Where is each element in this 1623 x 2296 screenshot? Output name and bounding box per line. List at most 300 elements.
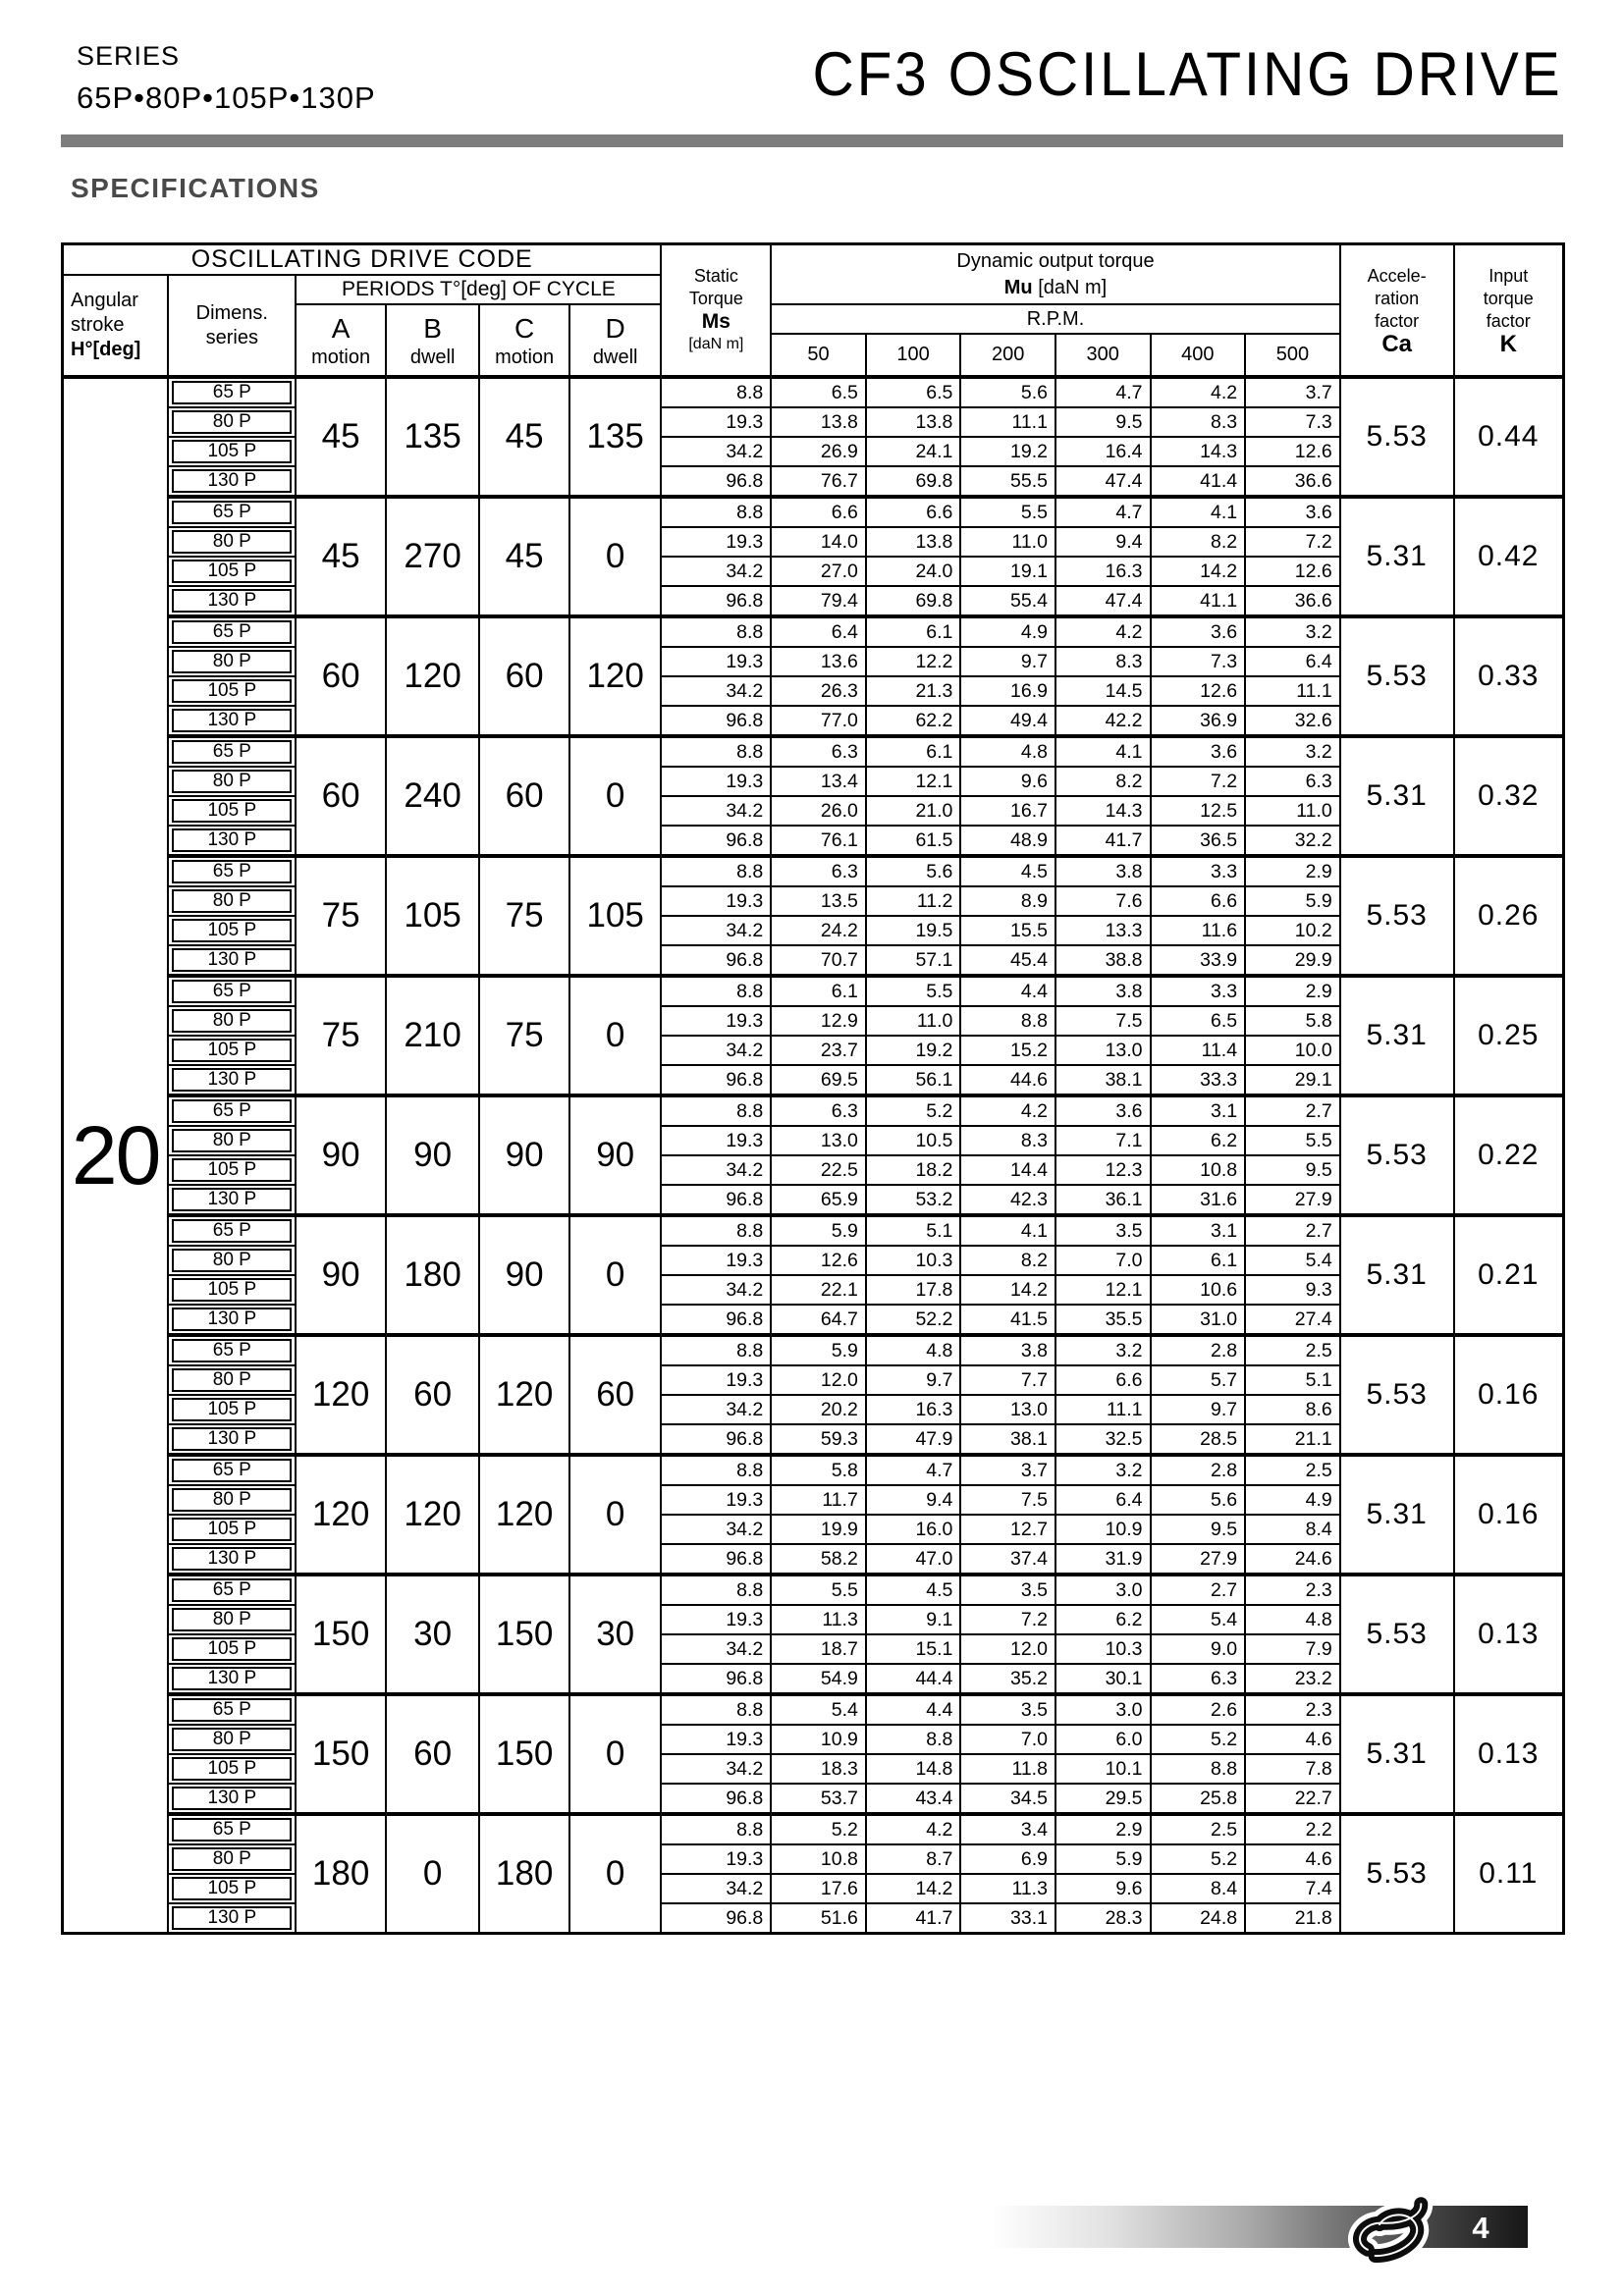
dimens-series-cell — [168, 676, 296, 706]
dynamic-torque-value: 8.3 — [1151, 407, 1246, 437]
dynamic-torque-value: 8.4 — [1245, 1515, 1340, 1544]
dynamic-torque-value: 9.5 — [1055, 407, 1151, 437]
dynamic-torque-value: 26.9 — [771, 437, 866, 466]
dynamic-torque-value: 9.0 — [1151, 1634, 1246, 1664]
dynamic-torque-value: 6.3 — [771, 856, 866, 886]
acceleration-factor-header — [1340, 244, 1454, 378]
dynamic-torque-value: 16.9 — [960, 676, 1055, 706]
dynamic-torque-value: 5.1 — [1245, 1365, 1340, 1395]
dynamic-torque-value: 38.1 — [960, 1424, 1055, 1455]
dynamic-torque-value: 13.8 — [771, 407, 866, 437]
dynamic-torque-value: 44.6 — [960, 1065, 1055, 1095]
dimens-series-label: 80 P — [172, 770, 292, 793]
dynamic-torque-value: 9.5 — [1245, 1155, 1340, 1185]
period-value: 45 — [479, 377, 568, 497]
dimens-series-label: 65 P — [172, 860, 292, 883]
dynamic-torque-value: 14.2 — [866, 1874, 961, 1903]
dynamic-torque-value: 14.5 — [1055, 676, 1151, 706]
dynamic-torque-value: 12.0 — [771, 1365, 866, 1395]
period-value: 0 — [569, 736, 662, 856]
dynamic-torque-value: 25.8 — [1151, 1784, 1246, 1814]
dynamic-torque-value: 6.5 — [1151, 1006, 1246, 1036]
dynamic-torque-value: 59.3 — [771, 1424, 866, 1455]
dynamic-torque-value: 2.2 — [1245, 1814, 1340, 1844]
dimens-series-label: 65 P — [172, 1339, 292, 1362]
dynamic-torque-value: 6.4 — [1245, 647, 1340, 676]
dimens-series-cell — [168, 1275, 296, 1305]
dynamic-torque-value: 11.0 — [866, 1006, 961, 1036]
header-line: A — [331, 312, 351, 344]
dynamic-torque-value: 5.4 — [1151, 1605, 1246, 1634]
rpm-column-200: 200 — [960, 334, 1055, 377]
header-line: motion — [311, 346, 371, 368]
dynamic-torque-value: 3.0 — [1055, 1694, 1151, 1725]
dynamic-torque-value: 36.6 — [1245, 466, 1340, 497]
spec-row — [63, 586, 1564, 616]
dimens-series-header — [168, 275, 296, 377]
dynamic-torque-value: 30.1 — [1055, 1664, 1151, 1694]
dynamic-torque-value: 6.5 — [771, 377, 866, 407]
period-value: 60 — [479, 736, 568, 856]
dimens-series-label: 130 P — [172, 828, 292, 852]
dynamic-torque-value: 14.8 — [866, 1754, 961, 1784]
ca-symbol: Ca — [1381, 331, 1412, 357]
dimens-series-label: 130 P — [172, 1787, 292, 1810]
dynamic-torque-value: 28.3 — [1055, 1903, 1151, 1934]
static-torque-value: 96.8 — [661, 1903, 771, 1934]
spec-row — [63, 1754, 1564, 1784]
dynamic-torque-value: 19.5 — [866, 916, 961, 945]
dynamic-torque-value: 14.3 — [1055, 796, 1151, 826]
rpm-column-400: 400 — [1151, 334, 1246, 377]
dynamic-torque-value: 5.2 — [1151, 1844, 1246, 1874]
dynamic-torque-value: 49.4 — [960, 706, 1055, 736]
spec-row — [63, 557, 1564, 586]
dynamic-torque-value: 47.4 — [1055, 466, 1151, 497]
rpm-column-300: 300 — [1055, 334, 1151, 377]
dynamic-torque-value: 22.5 — [771, 1155, 866, 1185]
dimens-series-label: 65 P — [172, 1818, 292, 1842]
static-torque-value: 34.2 — [661, 1754, 771, 1784]
dynamic-torque-value: 2.9 — [1245, 856, 1340, 886]
dimens-series-label: 105 P — [172, 440, 292, 463]
period-value: 270 — [386, 497, 480, 616]
dynamic-torque-value: 54.9 — [771, 1664, 866, 1694]
dimens-series-label: 105 P — [172, 1278, 292, 1302]
header-line: Dynamic output torque — [956, 249, 1155, 272]
dynamic-torque-value: 6.4 — [1055, 1485, 1151, 1515]
dynamic-torque-value: 13.5 — [771, 886, 866, 916]
dynamic-torque-value: 12.5 — [1151, 796, 1246, 826]
dynamic-torque-value: 29.5 — [1055, 1784, 1151, 1814]
period-value: 60 — [386, 1335, 480, 1455]
dynamic-torque-value: 16.4 — [1055, 437, 1151, 466]
dimens-series-label: 65 P — [172, 1219, 292, 1243]
header-line: H°[deg] — [71, 339, 141, 360]
dynamic-torque-value: 12.0 — [960, 1634, 1055, 1664]
input-torque-factor-value: 0.32 — [1454, 736, 1564, 856]
dimens-series-label: 105 P — [172, 1637, 292, 1661]
dynamic-torque-value: 41.1 — [1151, 586, 1246, 616]
dynamic-torque-value: 6.3 — [1245, 767, 1340, 796]
period-value: 90 — [296, 1095, 385, 1215]
spec-row — [63, 1634, 1564, 1664]
period-value: 30 — [569, 1575, 662, 1694]
acceleration-factor-value: 5.53 — [1340, 856, 1454, 976]
dimens-series-label: 80 P — [172, 1488, 292, 1512]
spec-row — [63, 1155, 1564, 1185]
period-value: 75 — [479, 976, 568, 1095]
spec-row — [63, 1605, 1564, 1634]
dynamic-torque-value: 26.3 — [771, 676, 866, 706]
dynamic-torque-value: 15.5 — [960, 916, 1055, 945]
spec-row — [63, 1544, 1564, 1575]
dynamic-torque-value: 11.8 — [960, 1754, 1055, 1784]
series-models: 65P•80P•105P•130P — [77, 80, 376, 115]
dynamic-torque-value: 3.1 — [1151, 1215, 1246, 1246]
k-symbol: K — [1499, 331, 1517, 357]
dynamic-torque-value: 9.6 — [960, 767, 1055, 796]
dynamic-torque-value: 10.3 — [1055, 1634, 1151, 1664]
dimens-series-cell — [168, 706, 296, 736]
dynamic-torque-value: 4.5 — [960, 856, 1055, 886]
dynamic-torque-value: 3.5 — [960, 1575, 1055, 1605]
dynamic-torque-value: 11.2 — [866, 886, 961, 916]
period-value: 0 — [569, 497, 662, 616]
static-torque-value: 96.8 — [661, 1424, 771, 1455]
dynamic-torque-value: 2.5 — [1245, 1455, 1340, 1485]
static-torque-value: 19.3 — [661, 1725, 771, 1754]
static-torque-value: 8.8 — [661, 1814, 771, 1844]
static-torque-value: 34.2 — [661, 1036, 771, 1065]
static-torque-value: 8.8 — [661, 497, 771, 527]
dimens-series-cell — [168, 1185, 296, 1215]
static-torque-value: 8.8 — [661, 1335, 771, 1365]
dimens-series-label: 130 P — [172, 1667, 292, 1690]
static-torque-value: 96.8 — [661, 466, 771, 497]
dynamic-torque-value: 29.9 — [1245, 945, 1340, 976]
static-torque-value: 96.8 — [661, 1544, 771, 1575]
dynamic-torque-value: 6.5 — [866, 377, 961, 407]
dimens-series-cell — [168, 437, 296, 466]
brand-logo-icon — [1347, 2185, 1445, 2268]
dynamic-torque-value: 7.9 — [1245, 1634, 1340, 1664]
dynamic-torque-value: 12.1 — [866, 767, 961, 796]
dimens-series-label: 65 P — [172, 1459, 292, 1482]
dimens-series-cell — [168, 1874, 296, 1903]
dynamic-torque-value: 2.9 — [1245, 976, 1340, 1006]
spec-row — [63, 736, 1564, 767]
dimens-series-cell — [168, 1305, 296, 1335]
acceleration-factor-value: 5.53 — [1340, 1335, 1454, 1455]
dynamic-torque-value: 7.5 — [960, 1485, 1055, 1515]
dynamic-torque-value: 4.1 — [960, 1215, 1055, 1246]
dynamic-torque-value: 11.3 — [960, 1874, 1055, 1903]
static-torque-value: 8.8 — [661, 1575, 771, 1605]
dynamic-torque-value: 10.3 — [866, 1246, 961, 1275]
dynamic-torque-value: 7.0 — [960, 1725, 1055, 1754]
dimens-series-label: 105 P — [172, 919, 292, 942]
dynamic-torque-value: 11.0 — [960, 527, 1055, 557]
header-line: stroke — [71, 314, 125, 336]
dynamic-torque-value: 3.7 — [1245, 377, 1340, 407]
dynamic-torque-value: 4.7 — [1055, 497, 1151, 527]
spec-row — [63, 856, 1564, 886]
dynamic-torque-value: 6.6 — [1055, 1365, 1151, 1395]
static-torque-value: 96.8 — [661, 1305, 771, 1335]
spec-row — [63, 826, 1564, 856]
dynamic-torque-value: 4.9 — [960, 616, 1055, 647]
period-value: 0 — [569, 976, 662, 1095]
dynamic-torque-value: 14.2 — [960, 1275, 1055, 1305]
dynamic-torque-value: 26.0 — [771, 796, 866, 826]
dynamic-torque-value: 21.3 — [866, 676, 961, 706]
dynamic-torque-value: 32.6 — [1245, 706, 1340, 736]
dimens-series-label: 80 P — [172, 1009, 292, 1033]
period-value: 120 — [386, 616, 480, 736]
dynamic-torque-value: 9.4 — [1055, 527, 1151, 557]
dynamic-torque-value: 7.3 — [1151, 647, 1246, 676]
dimens-series-cell — [168, 1575, 296, 1605]
dynamic-torque-value: 23.7 — [771, 1036, 866, 1065]
input-torque-factor-value: 0.13 — [1454, 1694, 1564, 1814]
dimens-series-cell — [168, 407, 296, 437]
dynamic-torque-value: 18.7 — [771, 1634, 866, 1664]
dynamic-torque-value: 27.9 — [1245, 1185, 1340, 1215]
dynamic-torque-value: 12.1 — [1055, 1275, 1151, 1305]
dimens-series-cell — [168, 1784, 296, 1814]
dynamic-torque-value: 13.0 — [1055, 1036, 1151, 1065]
acceleration-factor-value: 5.31 — [1340, 736, 1454, 856]
dynamic-torque-value: 12.6 — [1245, 437, 1340, 466]
specifications-table — [61, 242, 1565, 1935]
dimens-series-cell — [168, 1155, 296, 1185]
dynamic-torque-value: 10.0 — [1245, 1036, 1340, 1065]
dimens-series-label: 130 P — [172, 589, 292, 613]
dynamic-torque-value: 17.8 — [866, 1275, 961, 1305]
section-title: SPECIFICATIONS — [71, 173, 320, 203]
dynamic-torque-value: 6.3 — [1151, 1664, 1246, 1694]
dynamic-torque-value: 21.1 — [1245, 1424, 1340, 1455]
acceleration-factor-value: 5.31 — [1340, 1215, 1454, 1335]
period-value: 150 — [296, 1575, 385, 1694]
dynamic-torque-value: 5.9 — [771, 1215, 866, 1246]
rpm-header: R.P.M. — [771, 304, 1339, 334]
input-torque-factor-value: 0.44 — [1454, 377, 1564, 497]
dynamic-torque-value: 8.8 — [960, 1006, 1055, 1036]
dimens-series-label: 105 P — [172, 799, 292, 823]
dynamic-torque-value: 4.4 — [866, 1694, 961, 1725]
static-torque-value: 34.2 — [661, 796, 771, 826]
dynamic-torque-value: 7.7 — [960, 1365, 1055, 1395]
dynamic-torque-value: 4.2 — [960, 1095, 1055, 1126]
header-line: [daN m] — [688, 336, 744, 352]
dynamic-torque-value: 35.5 — [1055, 1305, 1151, 1335]
dynamic-torque-value: 2.8 — [1151, 1455, 1246, 1485]
static-torque-value: 34.2 — [661, 557, 771, 586]
spec-row — [63, 676, 1564, 706]
period-value: 45 — [296, 497, 385, 616]
dynamic-torque-value: 14.4 — [960, 1155, 1055, 1185]
dynamic-torque-value: 3.6 — [1151, 736, 1246, 767]
dimens-series-label: 105 P — [172, 1158, 292, 1182]
dimens-series-cell — [168, 1335, 296, 1365]
dynamic-torque-value: 55.4 — [960, 586, 1055, 616]
dynamic-torque-value: 6.3 — [771, 1095, 866, 1126]
spec-row — [63, 616, 1564, 647]
dynamic-torque-value: 16.3 — [866, 1395, 961, 1424]
dynamic-torque-value: 36.5 — [1151, 826, 1246, 856]
period-value: 60 — [296, 736, 385, 856]
dynamic-torque-value: 37.4 — [960, 1544, 1055, 1575]
dynamic-torque-value: 6.1 — [866, 736, 961, 767]
dynamic-torque-value: 6.3 — [771, 736, 866, 767]
header-line: Ms — [701, 310, 730, 333]
static-torque-value: 34.2 — [661, 1874, 771, 1903]
period-column-a — [296, 304, 385, 377]
dynamic-torque-value: 4.8 — [866, 1335, 961, 1365]
dynamic-torque-value: 3.8 — [1055, 976, 1151, 1006]
period-value: 210 — [386, 976, 480, 1095]
dynamic-torque-value: 4.1 — [1151, 497, 1246, 527]
dynamic-torque-value: 8.8 — [866, 1725, 961, 1754]
dynamic-torque-value: 12.6 — [1151, 676, 1246, 706]
input-torque-factor-value: 0.42 — [1454, 497, 1564, 616]
dynamic-torque-value: 9.7 — [960, 647, 1055, 676]
static-torque-value: 34.2 — [661, 1275, 771, 1305]
dynamic-torque-value: 3.2 — [1245, 616, 1340, 647]
dynamic-torque-value: 5.8 — [1245, 1006, 1340, 1036]
dynamic-torque-value: 6.1 — [1151, 1246, 1246, 1275]
acceleration-factor-value: 5.53 — [1340, 616, 1454, 736]
period-value: 45 — [479, 497, 568, 616]
dimens-series-label: 130 P — [172, 1427, 292, 1451]
dynamic-torque-value: 27.9 — [1151, 1544, 1246, 1575]
dynamic-torque-value: 13.3 — [1055, 916, 1151, 945]
dynamic-torque-value: 9.3 — [1245, 1275, 1340, 1305]
dynamic-torque-value: 8.9 — [960, 886, 1055, 916]
period-value: 180 — [386, 1215, 480, 1335]
static-torque-value: 8.8 — [661, 377, 771, 407]
dynamic-torque-value: 56.1 — [866, 1065, 961, 1095]
dynamic-torque-value: 47.0 — [866, 1544, 961, 1575]
dynamic-torque-value: 44.4 — [866, 1664, 961, 1694]
dynamic-torque-value: 76.7 — [771, 466, 866, 497]
spec-row — [63, 1725, 1564, 1754]
dimens-series-cell — [168, 1365, 296, 1395]
dimens-series-cell — [168, 1455, 296, 1485]
dynamic-torque-value: 5.8 — [771, 1455, 866, 1485]
dimens-series-label: 80 P — [172, 1847, 292, 1871]
rpm-column-100: 100 — [866, 334, 961, 377]
period-value: 0 — [386, 1814, 480, 1934]
header-line: motion — [495, 346, 555, 368]
dynamic-torque-value: 3.6 — [1245, 497, 1340, 527]
dynamic-torque-value: 3.3 — [1151, 856, 1246, 886]
static-torque-value: 19.3 — [661, 1844, 771, 1874]
static-torque-value: 96.8 — [661, 945, 771, 976]
period-value: 45 — [296, 377, 385, 497]
dynamic-torque-value: 22.7 — [1245, 1784, 1340, 1814]
dimens-series-cell — [168, 1694, 296, 1725]
dimens-series-cell — [168, 796, 296, 826]
dynamic-torque-value: 5.9 — [1245, 886, 1340, 916]
dynamic-torque-value: 24.8 — [1151, 1903, 1246, 1934]
static-torque-value: 19.3 — [661, 647, 771, 676]
dynamic-torque-value: 38.1 — [1055, 1065, 1151, 1095]
spec-row — [63, 1575, 1564, 1605]
series-label: SERIES — [77, 41, 181, 71]
static-torque-value: 8.8 — [661, 1694, 771, 1725]
dynamic-torque-value: 34.5 — [960, 1784, 1055, 1814]
header-line: Static — [693, 266, 738, 286]
dynamic-torque-value: 3.4 — [960, 1814, 1055, 1844]
dynamic-torque-value: 7.4 — [1245, 1874, 1340, 1903]
static-torque-value: 96.8 — [661, 1664, 771, 1694]
dimens-series-label: 80 P — [172, 410, 292, 434]
dimens-series-label: 65 P — [172, 620, 292, 644]
dimens-series-label: 105 P — [172, 1757, 292, 1781]
dimens-series-label: 80 P — [172, 530, 292, 554]
static-torque-value: 34.2 — [661, 437, 771, 466]
dimens-series-label: 65 P — [172, 381, 292, 404]
static-torque-value: 34.2 — [661, 1395, 771, 1424]
period-value: 120 — [479, 1455, 568, 1575]
period-value: 180 — [479, 1814, 568, 1934]
dynamic-torque-value: 36.9 — [1151, 706, 1246, 736]
dynamic-torque-value: 45.4 — [960, 945, 1055, 976]
dynamic-torque-value: 13.8 — [866, 527, 961, 557]
dynamic-torque-value: 64.7 — [771, 1305, 866, 1335]
dynamic-torque-value: 10.8 — [771, 1844, 866, 1874]
spec-row — [63, 1065, 1564, 1095]
header-line: Torque — [688, 289, 743, 308]
dynamic-torque-value: 6.2 — [1055, 1605, 1151, 1634]
dynamic-torque-value: 32.2 — [1245, 826, 1340, 856]
dimens-series-cell — [168, 466, 296, 497]
dynamic-torque-value: 51.6 — [771, 1903, 866, 1934]
spec-row — [63, 796, 1564, 826]
dimens-series-cell — [168, 767, 296, 796]
spec-row — [63, 1215, 1564, 1246]
dynamic-torque-value: 21.0 — [866, 796, 961, 826]
dynamic-torque-value: 69.8 — [866, 586, 961, 616]
angular-stroke-header — [63, 275, 169, 377]
spec-row — [63, 1664, 1564, 1694]
dynamic-torque-value: 29.1 — [1245, 1065, 1340, 1095]
dynamic-torque-value: 41.7 — [866, 1903, 961, 1934]
dynamic-torque-value: 3.8 — [1055, 856, 1151, 886]
dynamic-torque-value: 36.1 — [1055, 1185, 1151, 1215]
dynamic-torque-value: 79.4 — [771, 586, 866, 616]
dynamic-torque-value: 61.5 — [866, 826, 961, 856]
dynamic-torque-value: 31.6 — [1151, 1185, 1246, 1215]
period-value: 120 — [296, 1455, 385, 1575]
static-torque-value: 19.3 — [661, 1246, 771, 1275]
dynamic-torque-value: 24.6 — [1245, 1544, 1340, 1575]
mu-symbol: Mu — [1003, 276, 1033, 298]
dynamic-torque-value: 10.2 — [1245, 916, 1340, 945]
header-line: series — [205, 326, 258, 348]
period-value: 0 — [569, 1455, 662, 1575]
header-line: D — [605, 312, 625, 344]
dynamic-torque-value: 11.7 — [771, 1485, 866, 1515]
dimens-series-label: 80 P — [172, 889, 292, 913]
header-line: Dimens. — [195, 301, 268, 324]
dynamic-torque-value: 7.8 — [1245, 1754, 1340, 1784]
dimens-series-cell — [168, 1903, 296, 1934]
dimens-series-label: 105 P — [172, 1398, 292, 1421]
